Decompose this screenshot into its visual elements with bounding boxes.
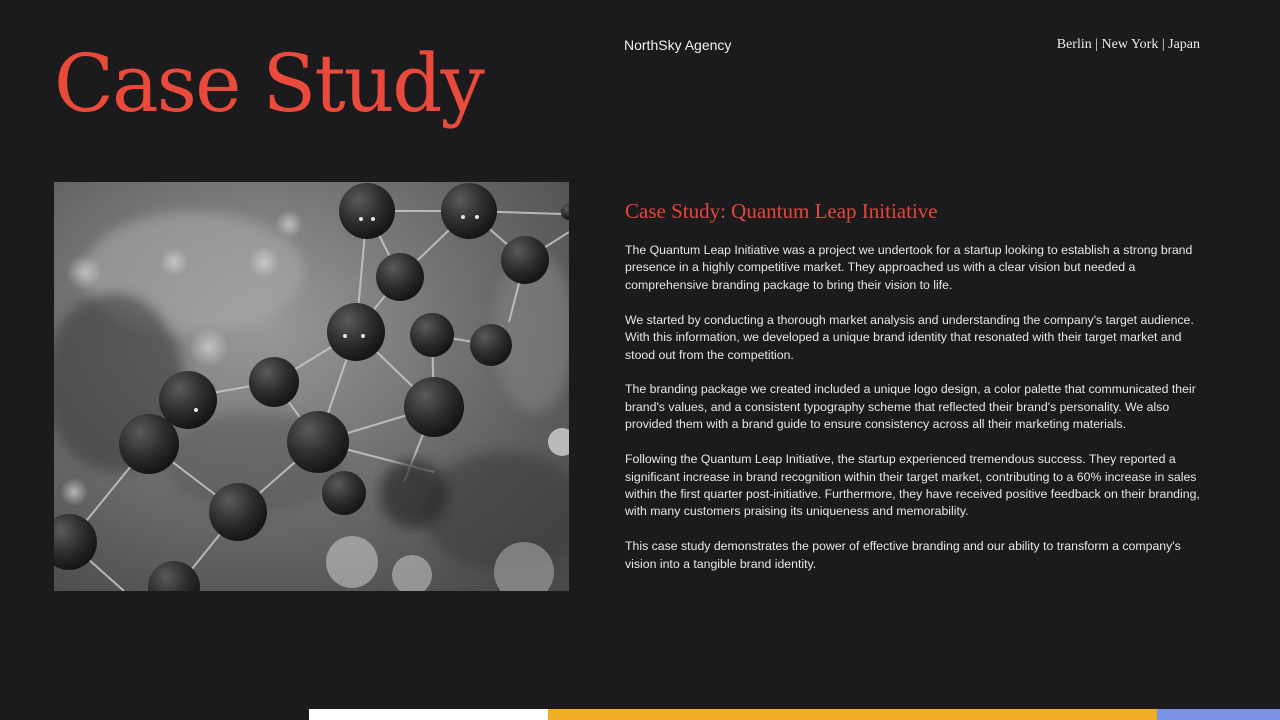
case-study-content bbox=[625, 197, 1205, 591]
case-study-title: Case Study: Quantum Leap Initiative bbox=[625, 199, 938, 223]
molecule-image-icon bbox=[54, 182, 569, 591]
agency-name: NorthSky Agency bbox=[624, 37, 732, 53]
bar-segment-blue bbox=[1157, 709, 1280, 720]
locations: Berlin | New York | Japan bbox=[1056, 37, 1200, 52]
paragraph-deliverables: The branding package we created included a unique logo design, a color palette that communicated their brand's values, and a consistent typography scheme that reflected their brand's personality. We also provided them with a brand guide to ensure consistency across all their marketing materials. bbox=[625, 382, 1196, 432]
paragraph-results: Following the Quantum Leap Initiative, the startup experienced tremendous success. They reported a significant increase in brand recognition within their target market, contributing to a 60% increase in sales within the first quarter post-initiative. Furthermore, they have received positive feedback on their branding, with many customers praising its uniqueness and memorability. bbox=[625, 452, 1200, 519]
paragraph-conclusion: This case study demonstrates the power of effective branding and our ability to transform a company's vision into a tangible brand identity. bbox=[625, 539, 1181, 571]
decorative-color-bar bbox=[309, 709, 1280, 720]
paragraph-intro: The Quantum Leap Initiative was a project we undertook for a startup looking to establish a strong brand presence in a highly competitive market. They approached us with a clear vision but needed a comprehensive branding package to bring their vision to life. bbox=[625, 243, 1193, 292]
molecule-photo bbox=[54, 182, 569, 591]
bar-segment-white bbox=[309, 709, 548, 720]
paragraph-approach: We started by conducting a thorough market analysis and understanding the company's target audience. With this information, we developed a unique brand identity that resonated with their target market and stood out from the competition. bbox=[625, 312, 1194, 362]
bar-segment-orange bbox=[548, 709, 1157, 720]
page-title: Case Study bbox=[54, 37, 483, 130]
